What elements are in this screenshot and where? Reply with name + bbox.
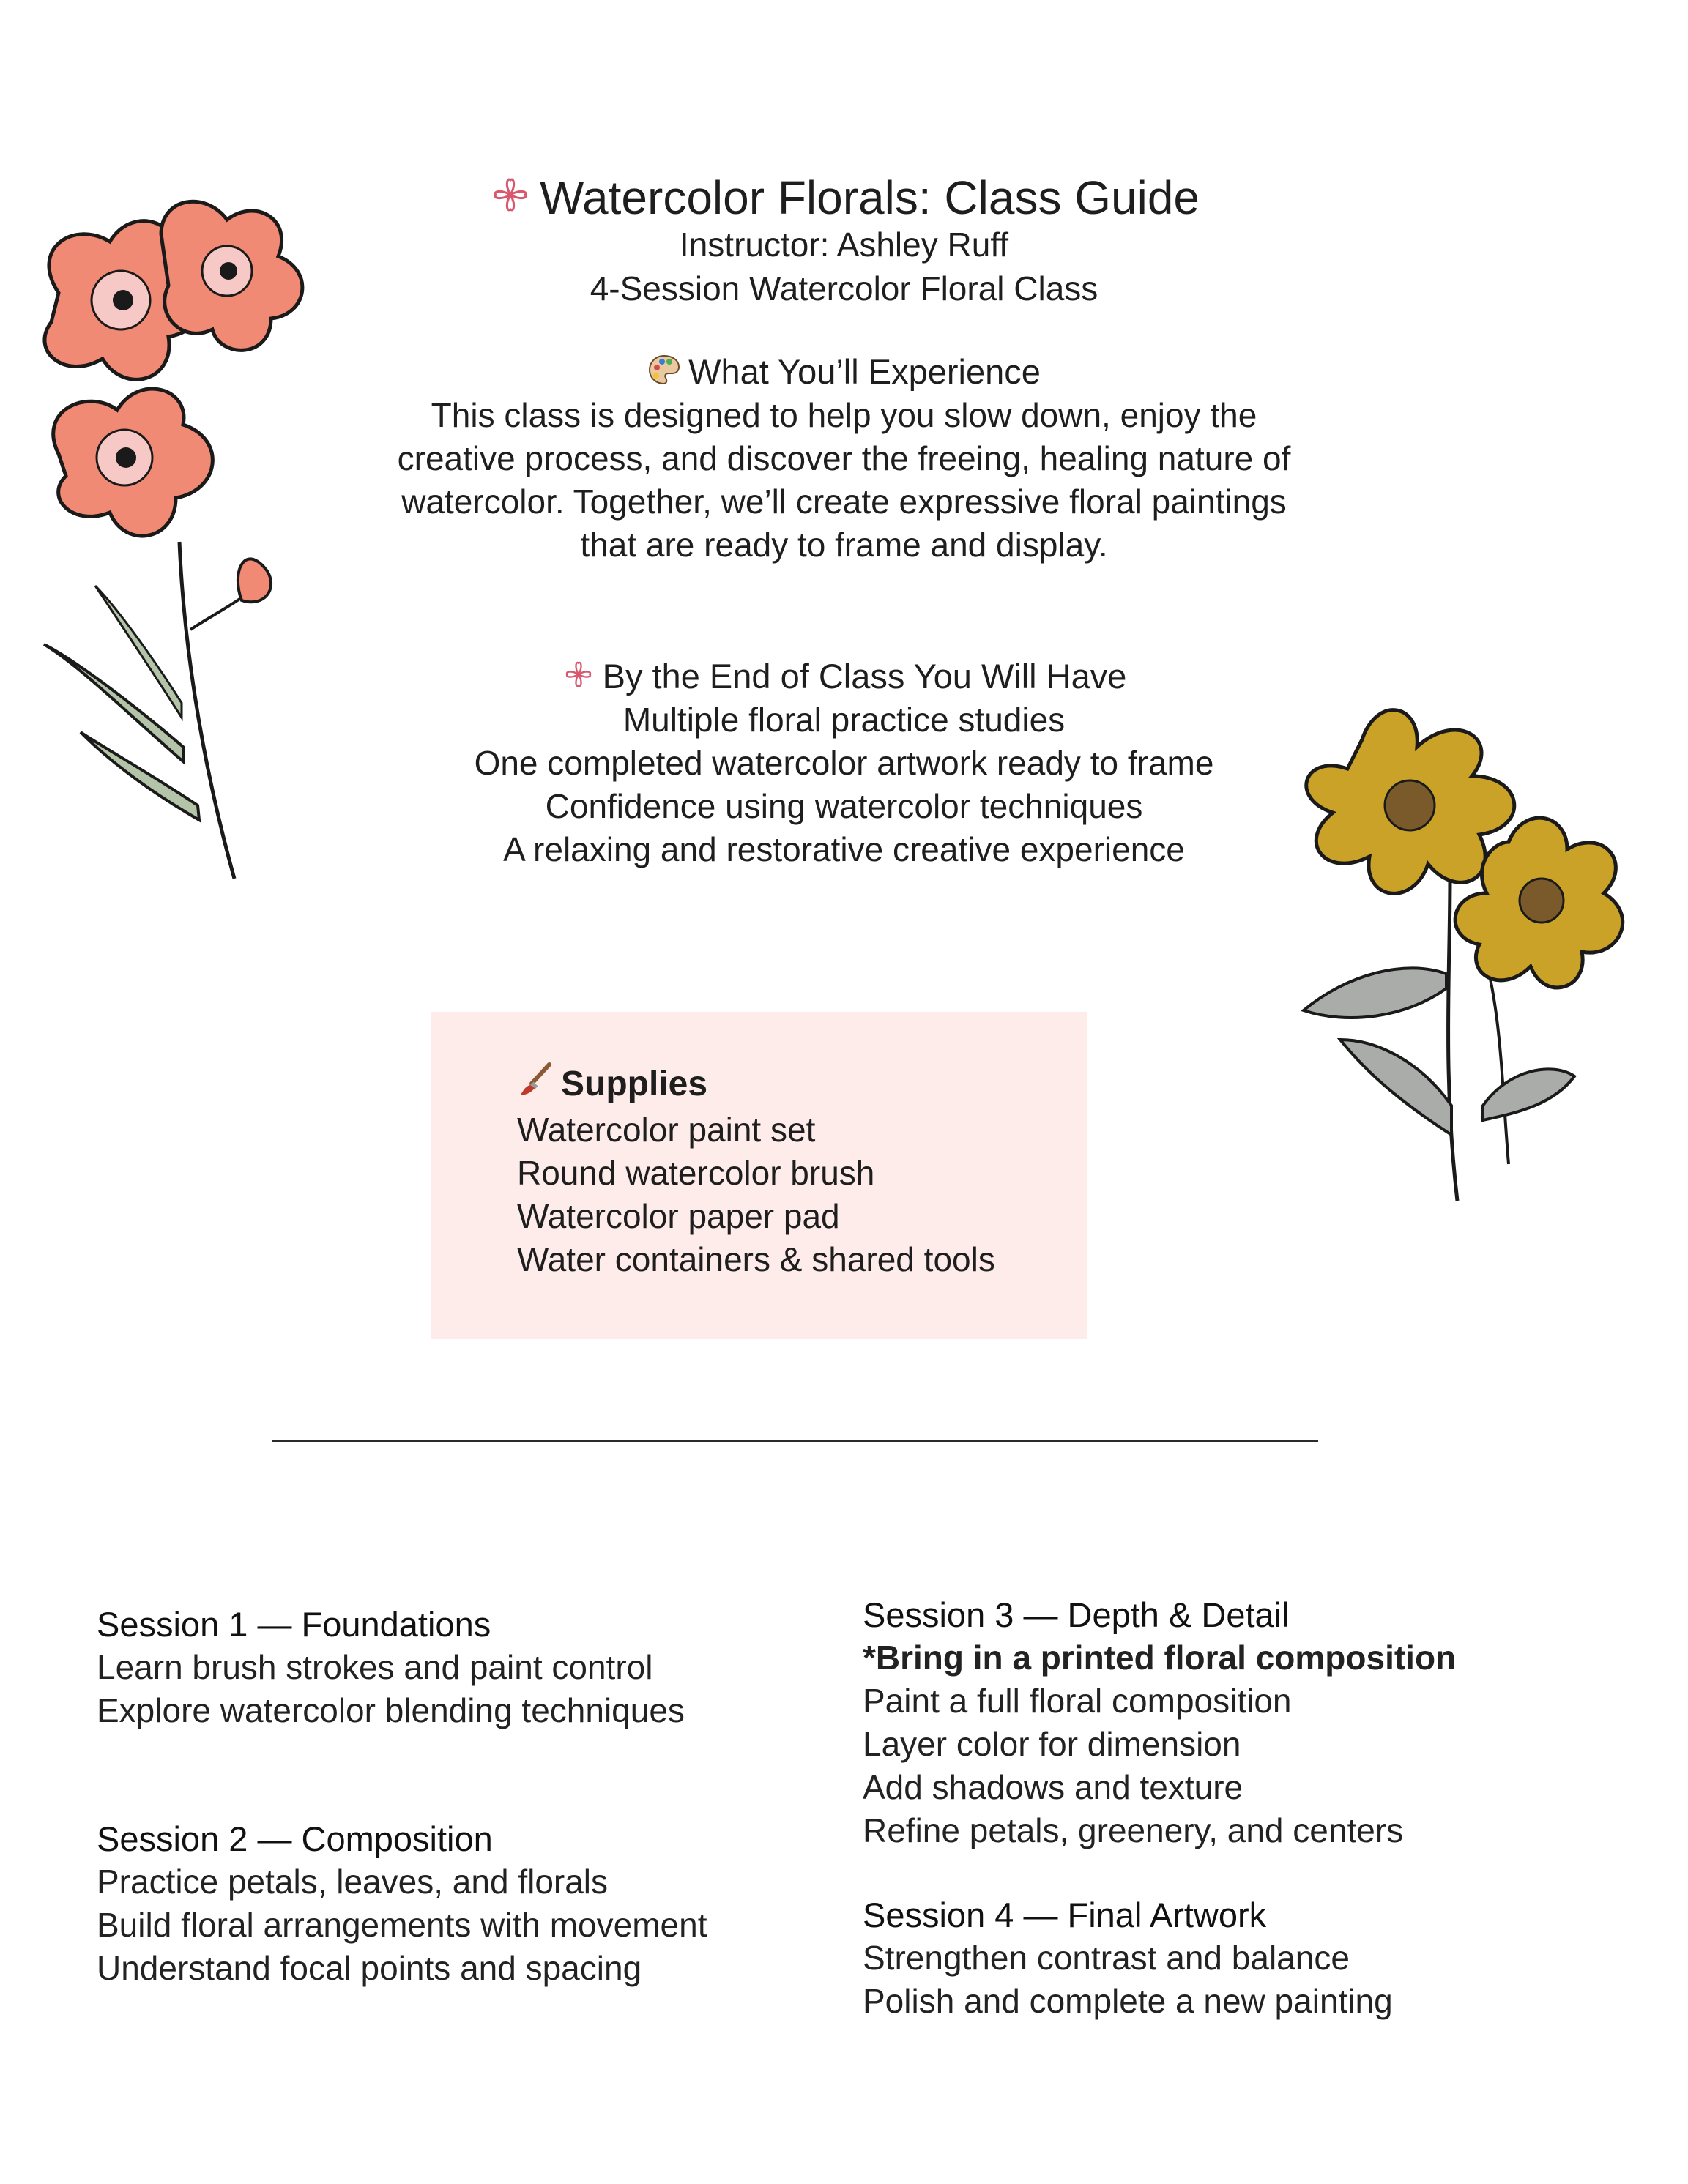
session-item: Practice petals, leaves, and florals xyxy=(97,1863,609,1901)
session-item: Add shadows and texture xyxy=(863,1768,1243,1806)
outcomes-list xyxy=(0,698,1688,871)
experience-paragraph xyxy=(0,394,1688,567)
palette-icon xyxy=(647,353,681,397)
class-subtitle: 4-Session Watercolor Floral Class xyxy=(590,269,1098,308)
supply-item: Watercolor paper pad xyxy=(517,1197,840,1235)
session-item: Strengthen contrast and balance xyxy=(863,1939,1350,1977)
session-item: Build floral arrangements with movement xyxy=(97,1906,707,1944)
session-heading: Session 3 — Depth & Detail xyxy=(863,1595,1290,1634)
session-1 xyxy=(97,1603,685,1732)
cherry-blossom-icon xyxy=(488,173,532,228)
instructor-line: Instructor: Ashley Ruff xyxy=(679,226,1009,264)
supplies-list xyxy=(517,1062,995,1281)
session-4 xyxy=(863,1893,1393,2023)
session-item: Explore watercolor blending techniques xyxy=(97,1691,685,1729)
experience-line: watercolor. Together, we’ll create expressive floral paintings xyxy=(401,482,1287,521)
supply-item: Water containers & shared tools xyxy=(517,1240,995,1278)
session-heading: Session 2 — Composition xyxy=(97,1819,493,1858)
session-3 xyxy=(863,1593,1456,1852)
supply-item: Watercolor paint set xyxy=(517,1111,816,1149)
experience-line: that are ready to frame and display. xyxy=(580,526,1108,564)
session-heading: Session 4 — Final Artwork xyxy=(863,1896,1267,1934)
outcome-item: A relaxing and restorative creative experience xyxy=(503,830,1185,868)
experience-line: This class is designed to help you slow down, enjoy the xyxy=(431,396,1257,434)
supply-item: Round watercolor brush xyxy=(517,1154,875,1192)
session-2 xyxy=(97,1817,707,1990)
experience-line: creative process, and discover the freeing, healing nature of xyxy=(397,439,1291,477)
outcomes-heading-text: By the End of Class You Will Have xyxy=(602,657,1127,696)
session-item: Polish and complete a new painting xyxy=(863,1982,1393,2020)
outcomes-heading xyxy=(0,655,1688,701)
session-item: Understand focal points and spacing xyxy=(97,1949,642,1987)
session-note: *Bring in a printed floral composition xyxy=(863,1639,1457,1677)
page-title xyxy=(0,170,1688,228)
supplies-heading-text: Supplies xyxy=(561,1065,708,1103)
experience-heading xyxy=(0,350,1688,397)
section-divider xyxy=(272,1440,1318,1442)
supplies-heading xyxy=(517,1062,995,1108)
title-text: Watercolor Florals: Class Guide xyxy=(540,171,1200,224)
session-heading: Session 1 — Foundations xyxy=(97,1605,491,1644)
experience-heading-text: What You’ll Experience xyxy=(688,352,1041,391)
session-item: Refine petals, greenery, and centers xyxy=(863,1811,1404,1849)
outcome-item: Confidence using watercolor techniques xyxy=(545,787,1143,825)
session-item: Paint a full floral composition xyxy=(863,1682,1292,1720)
outcome-item: One completed watercolor artwork ready to frame xyxy=(474,744,1214,782)
paintbrush-icon xyxy=(517,1062,554,1108)
session-item: Learn brush strokes and paint control xyxy=(97,1648,653,1686)
outcome-item: Multiple floral practice studies xyxy=(622,701,1066,739)
cherry-blossom-icon xyxy=(562,657,595,701)
session-item: Layer color for dimension xyxy=(863,1725,1241,1763)
